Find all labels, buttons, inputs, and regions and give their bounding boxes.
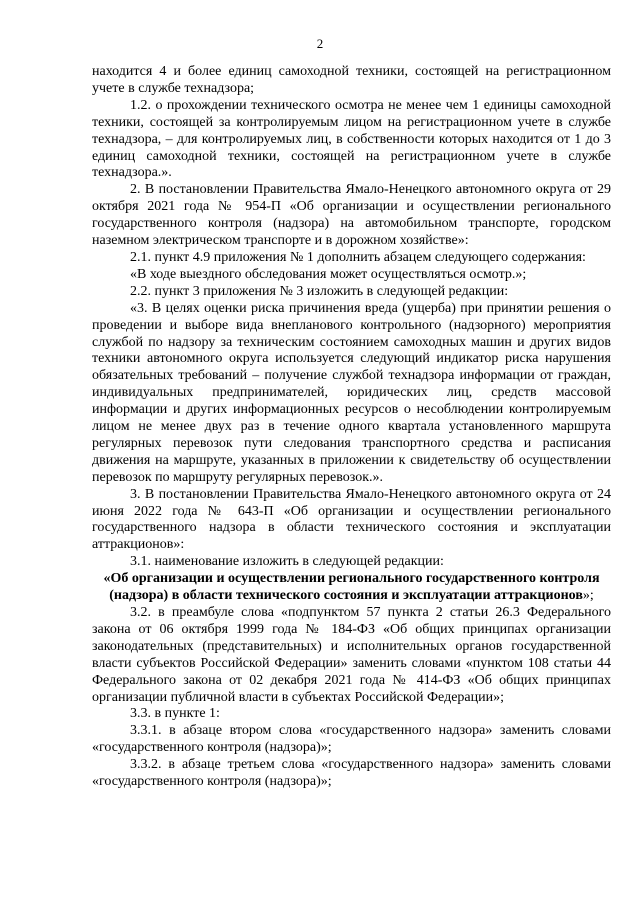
new-title-heading <box>92 571 611 605</box>
document-body <box>92 64 611 791</box>
paragraph: 2.1. пункт 4.9 приложения № 1 дополнить абзацем следующего содержания: <box>130 249 586 265</box>
paragraph: 3.3. в пункте 1: <box>130 706 220 722</box>
paragraph: «3. В целях оценки риска причинения вреда (ущерба) при принятии решения о проведении и выборе вида внепланового контрольного (надзорного) мероприятия службой по надзору за техническим состоянием самоходных машин и других видов техники автономного округа используется следующий индикатор риска нарушения обязательных требований – получение службой технадзора информации от граждан, индивидуальных предпринимателей, юридических лиц, средств массовой информации и других информационных ресурсов о несоблюдении контролируемым лицом не менее двух раз в течение одного квартала установленного маршрута регулярных перевозок пути следования транспортного средства и расписания движения на маршруте, указанных в приложении к свидетельству об осуществлении перевозок по маршруту регулярных перевозок.». <box>92 300 611 485</box>
paragraph: 1.2. о прохождении технического осмотра не менее чем 1 единицы самоходной техники, состоящей за контролируемым лицом на регистрационном учете в службе технадзора, – для контролируемых лиц, в собственности которых находится от 1 до 3 единиц самоходной техники, состоящей на регистрационном учете в службе технадзора.». <box>92 97 611 181</box>
new-title-tail: »; <box>582 588 594 604</box>
paragraph: 2.2. пункт 3 приложения № 3 изложить в следующей редакции: <box>130 283 509 299</box>
paragraph: находится 4 и более единиц самоходной техники, состоящей на регистрационном учете в службе технадзора; <box>92 64 611 96</box>
new-title-text: «Об организации и осуществлении регионального государственного контроля (надзора) в области технического состояния и эксплуатации аттракционов <box>103 571 600 604</box>
paragraph: 3. В постановлении Правительства Ямало-Ненецкого автономного округа от 24 июня 2022 года № 643-П «Об организации и осуществлении регионального государственного надзора в области технического состояния и эксплуатации аттракционов»: <box>92 486 611 553</box>
paragraph: 2. В постановлении Правительства Ямало-Ненецкого автономного округа от 29 октября 2021 года № 954-П «Об организации и осуществлении регионального государственного контроля (надзора) на автомобильном транспорте, городском наземном электрическом транспорте и в дорожном хозяйстве»: <box>92 182 611 249</box>
paragraph: «В ходе выездного обследования может осуществляться осмотр.»; <box>130 266 527 282</box>
page-number: 2 <box>316 36 324 51</box>
paragraph: 3.1. наименование изложить в следующей редакции: <box>130 554 444 570</box>
paragraph: 3.2. в преамбуле слова «подпунктом 57 пункта 2 статьи 26.3 Федерального закона от 06 октября 1999 года № 184-ФЗ «Об общих принципах организации законодательных (представительных) и исполнительных органов государственной власти субъектов Российской Федерации» заменить словами «пунктом 108 статьи 44 Федерального закона от 02 декабря 2021 года № 414-ФЗ «Об общих принципах организации публичной власти в субъектах Российской Федерации»; <box>92 605 611 705</box>
paragraph: 3.3.1. в абзаце втором слова «государственного надзора» заменить словами «государственного контроля (надзора)»; <box>92 723 611 756</box>
paragraph: 3.3.2. в абзаце третьем слова «государственного надзора» заменить словами «государственного контроля (надзора)»; <box>92 757 611 790</box>
